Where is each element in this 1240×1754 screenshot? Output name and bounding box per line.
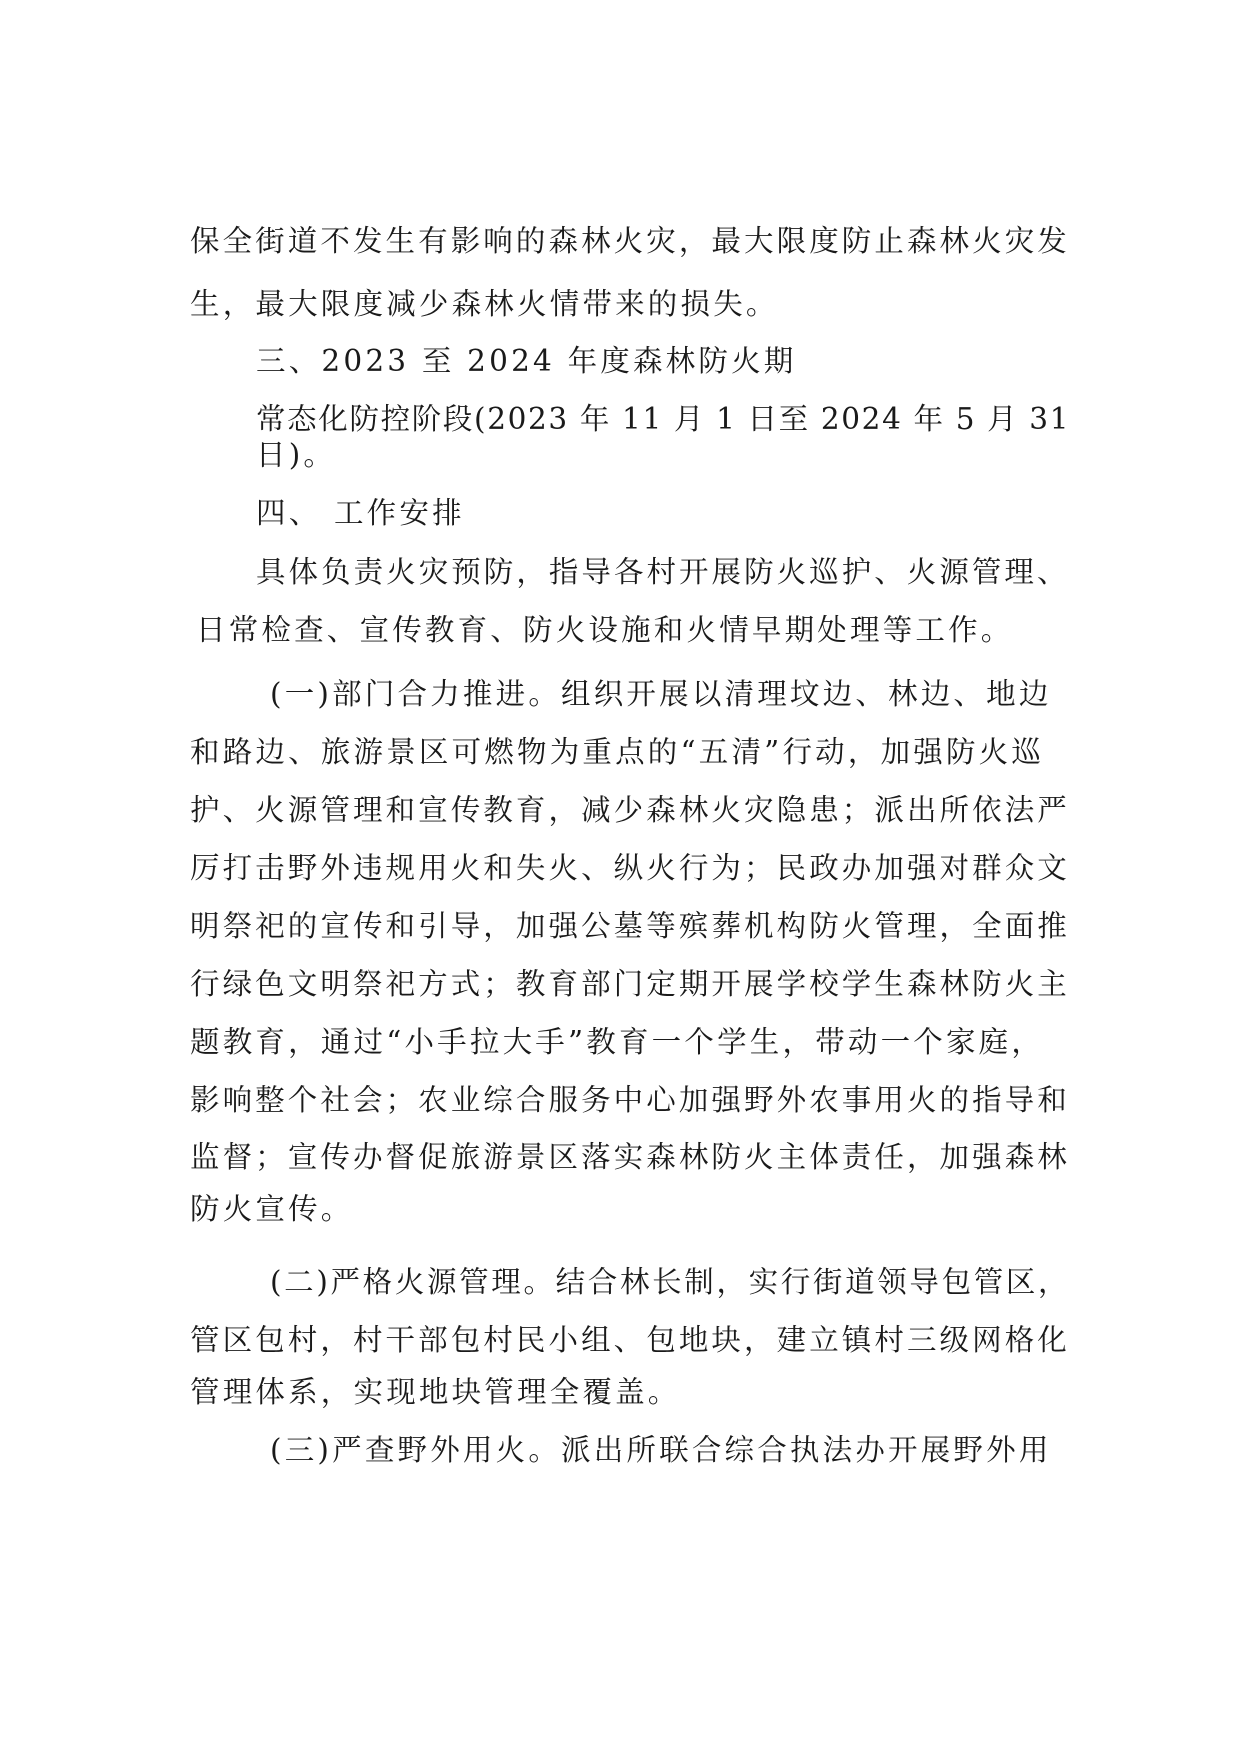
- paragraph-line: 和路边、旅游景区可燃物为重点的“五清”行动，加强防火巡: [190, 735, 1045, 769]
- paragraph-line: 防火宣传。: [190, 1192, 354, 1226]
- paragraph-line: 厉打击野外违规用火和失火、纵火行为；民政办加强对群众文: [190, 851, 1070, 885]
- section-heading: 三、2023 至 2024 年度森林防火期: [256, 344, 797, 378]
- paragraph-line: 影响整个社会；农业综合服务中心加强野外农事用火的指导和: [190, 1083, 1070, 1117]
- paragraph-line: 护、火源管理和宣传教育，减少森林火灾隐患；派出所依法严: [190, 793, 1070, 827]
- paragraph-line: 明祭祀的宣传和引导，加强公墓等殡葬机构防火管理，全面推: [190, 909, 1070, 943]
- paragraph-line: 具体负责火灾预防，指导各村开展防火巡护、火源管理、: [256, 555, 1070, 589]
- paragraph-line: (三)严查野外用火。派出所联合综合执法办开展野外用: [270, 1433, 1052, 1467]
- paragraph-line: 日)。: [256, 438, 337, 472]
- paragraph-line: 题教育，通过“小手拉大手”教育一个学生，带动一个家庭，: [190, 1025, 1045, 1059]
- paragraph-line: 管区包村，村干部包村民小组、包地块，建立镇村三级网格化: [190, 1323, 1070, 1357]
- paragraph-line: 常态化防控阶段(2023 年 11 月 1 日至 2024 年 5 月 31: [256, 402, 1071, 436]
- paragraph-line: 监督；宣传办督促旅游景区落实森林防火主体责任，加强森林: [190, 1140, 1070, 1174]
- paragraph-line: 行绿色文明祭祀方式；教育部门定期开展学校学生森林防火主: [190, 967, 1070, 1001]
- paragraph-line: 生，最大限度减少森林火情带来的损失。: [190, 287, 779, 321]
- paragraph-line: (一)部门合力推进。组织开展以清理坟边、林边、地边: [270, 677, 1052, 711]
- paragraph-line: (二)严格火源管理。结合林长制，实行街道领导包管区，: [270, 1265, 1071, 1299]
- paragraph-line: 保全街道不发生有影响的森林火灾，最大限度防止森林火灾发: [190, 224, 1070, 258]
- section-heading: 四、 工作安排: [256, 496, 465, 530]
- paragraph-line: 管理体系，实现地块管理全覆盖。: [190, 1375, 681, 1409]
- paragraph-line: 日常检查、宣传教育、防火设施和火情早期处理等工作。: [196, 613, 1014, 647]
